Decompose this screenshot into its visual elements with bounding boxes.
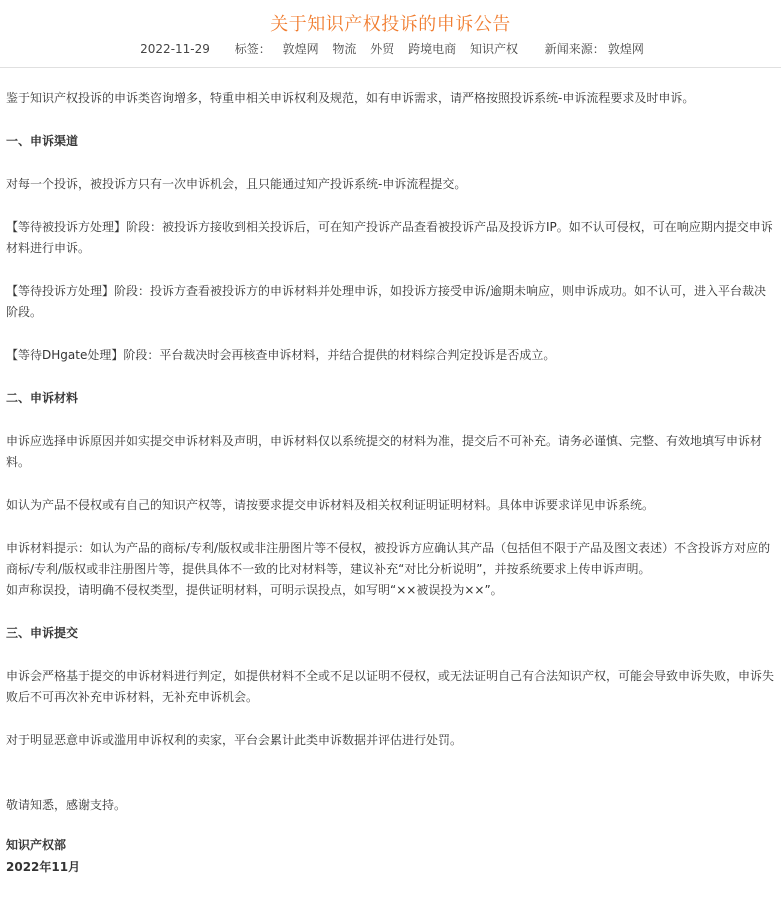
paragraph: 申诉材料提示：如认为产品的商标/专利/版权或非注册图片等不侵权，被投诉方应确认其产品（包括但不限于产品及图文表述）不含投诉方对应的商标/专利/版权或非注册图片等，提供具体不一致的比对材料等，建议补充“对比分析说明”，并按系统要求上传申诉声明。 (6, 541, 771, 576)
tag-link[interactable]: 物流 (332, 42, 357, 56)
paragraph: 【等待投诉方处理】阶段：投诉方查看被投诉方的申诉材料并处理申诉，如投诉方接受申诉/逾期未响应，则申诉成功。如不认可，进入平台裁决阶段。 (6, 284, 767, 319)
header-divider (0, 67, 781, 68)
source-label: 新闻来源： (544, 42, 605, 56)
paragraph: 申诉应选择申诉原因并如实提交申诉材料及声明，申诉材料仅以系统提交的材料为准，提交后不可补充。请务必谨慎、完整、有效地填写申诉材料。 (6, 434, 763, 469)
paragraph: 对于明显恶意申诉或滥用申诉权利的卖家，平台会累计此类申诉数据并评估进行处罚。 (6, 733, 463, 747)
paragraph: 【等待被投诉方处理】阶段：被投诉方接收到相关投诉后，可在知产投诉产品查看被投诉产品及投诉方IP。如不认可侵权，可在响应期内提交申诉材料进行申诉。 (6, 220, 773, 255)
tag-link[interactable]: 知识产权 (469, 42, 518, 56)
article-body (6, 88, 776, 878)
article-title: 关于知识产权投诉的申诉公告 (270, 14, 511, 35)
section-heading: 一、申诉渠道 (6, 134, 79, 148)
publish-date: 2022-11-29 (140, 42, 210, 56)
paragraph: 【等待DHgate处理】阶段：平台裁决时会再核查申诉材料，并结合提供的材料综合判定投诉是否成立。 (6, 348, 556, 362)
intro-paragraph: 鉴于知识产权投诉的申诉类咨询增多，特重申相关申诉权利及规范，如有申诉需求，请严格按照投诉系统-申诉流程要求及时申诉。 (6, 91, 695, 105)
source-name: 敦煌网 (607, 42, 644, 56)
tag-link[interactable]: 跨境电商 (408, 42, 457, 56)
tags-label: 标签： (234, 42, 271, 56)
signature-department: 知识产权部 (6, 838, 67, 852)
tag-link[interactable]: 外贸 (370, 42, 395, 56)
signature-date: 2022年11月 (6, 860, 81, 874)
article-meta (0, 40, 781, 57)
section-heading: 二、申诉材料 (6, 391, 79, 405)
closing-paragraph: 敬请知悉，感谢支持。 (6, 798, 127, 812)
paragraph: 申诉会严格基于提交的申诉材料进行判定，如提供材料不全或不足以证明不侵权，或无法证明自己有合法知识产权，可能会导致申诉失败，申诉失败后不可再次补充申诉材料，无补充申诉机会。 (6, 669, 775, 704)
section-heading: 三、申诉提交 (6, 626, 79, 640)
paragraph: 对每一个投诉，被投诉方只有一次申诉机会，且只能通过知产投诉系统-申诉流程提交。 (6, 177, 467, 191)
tag-link[interactable]: 敦煌网 (282, 42, 319, 56)
paragraph: 如声称误投，请明确不侵权类型，提供证明材料，可明示误投点，如写明“××被误投为××”。 (6, 583, 503, 597)
paragraph: 如认为产品不侵权或有自己的知识产权等，请按要求提交申诉材料及相关权利证明证明材料。具体申诉要求详见申诉系统。 (6, 498, 655, 512)
